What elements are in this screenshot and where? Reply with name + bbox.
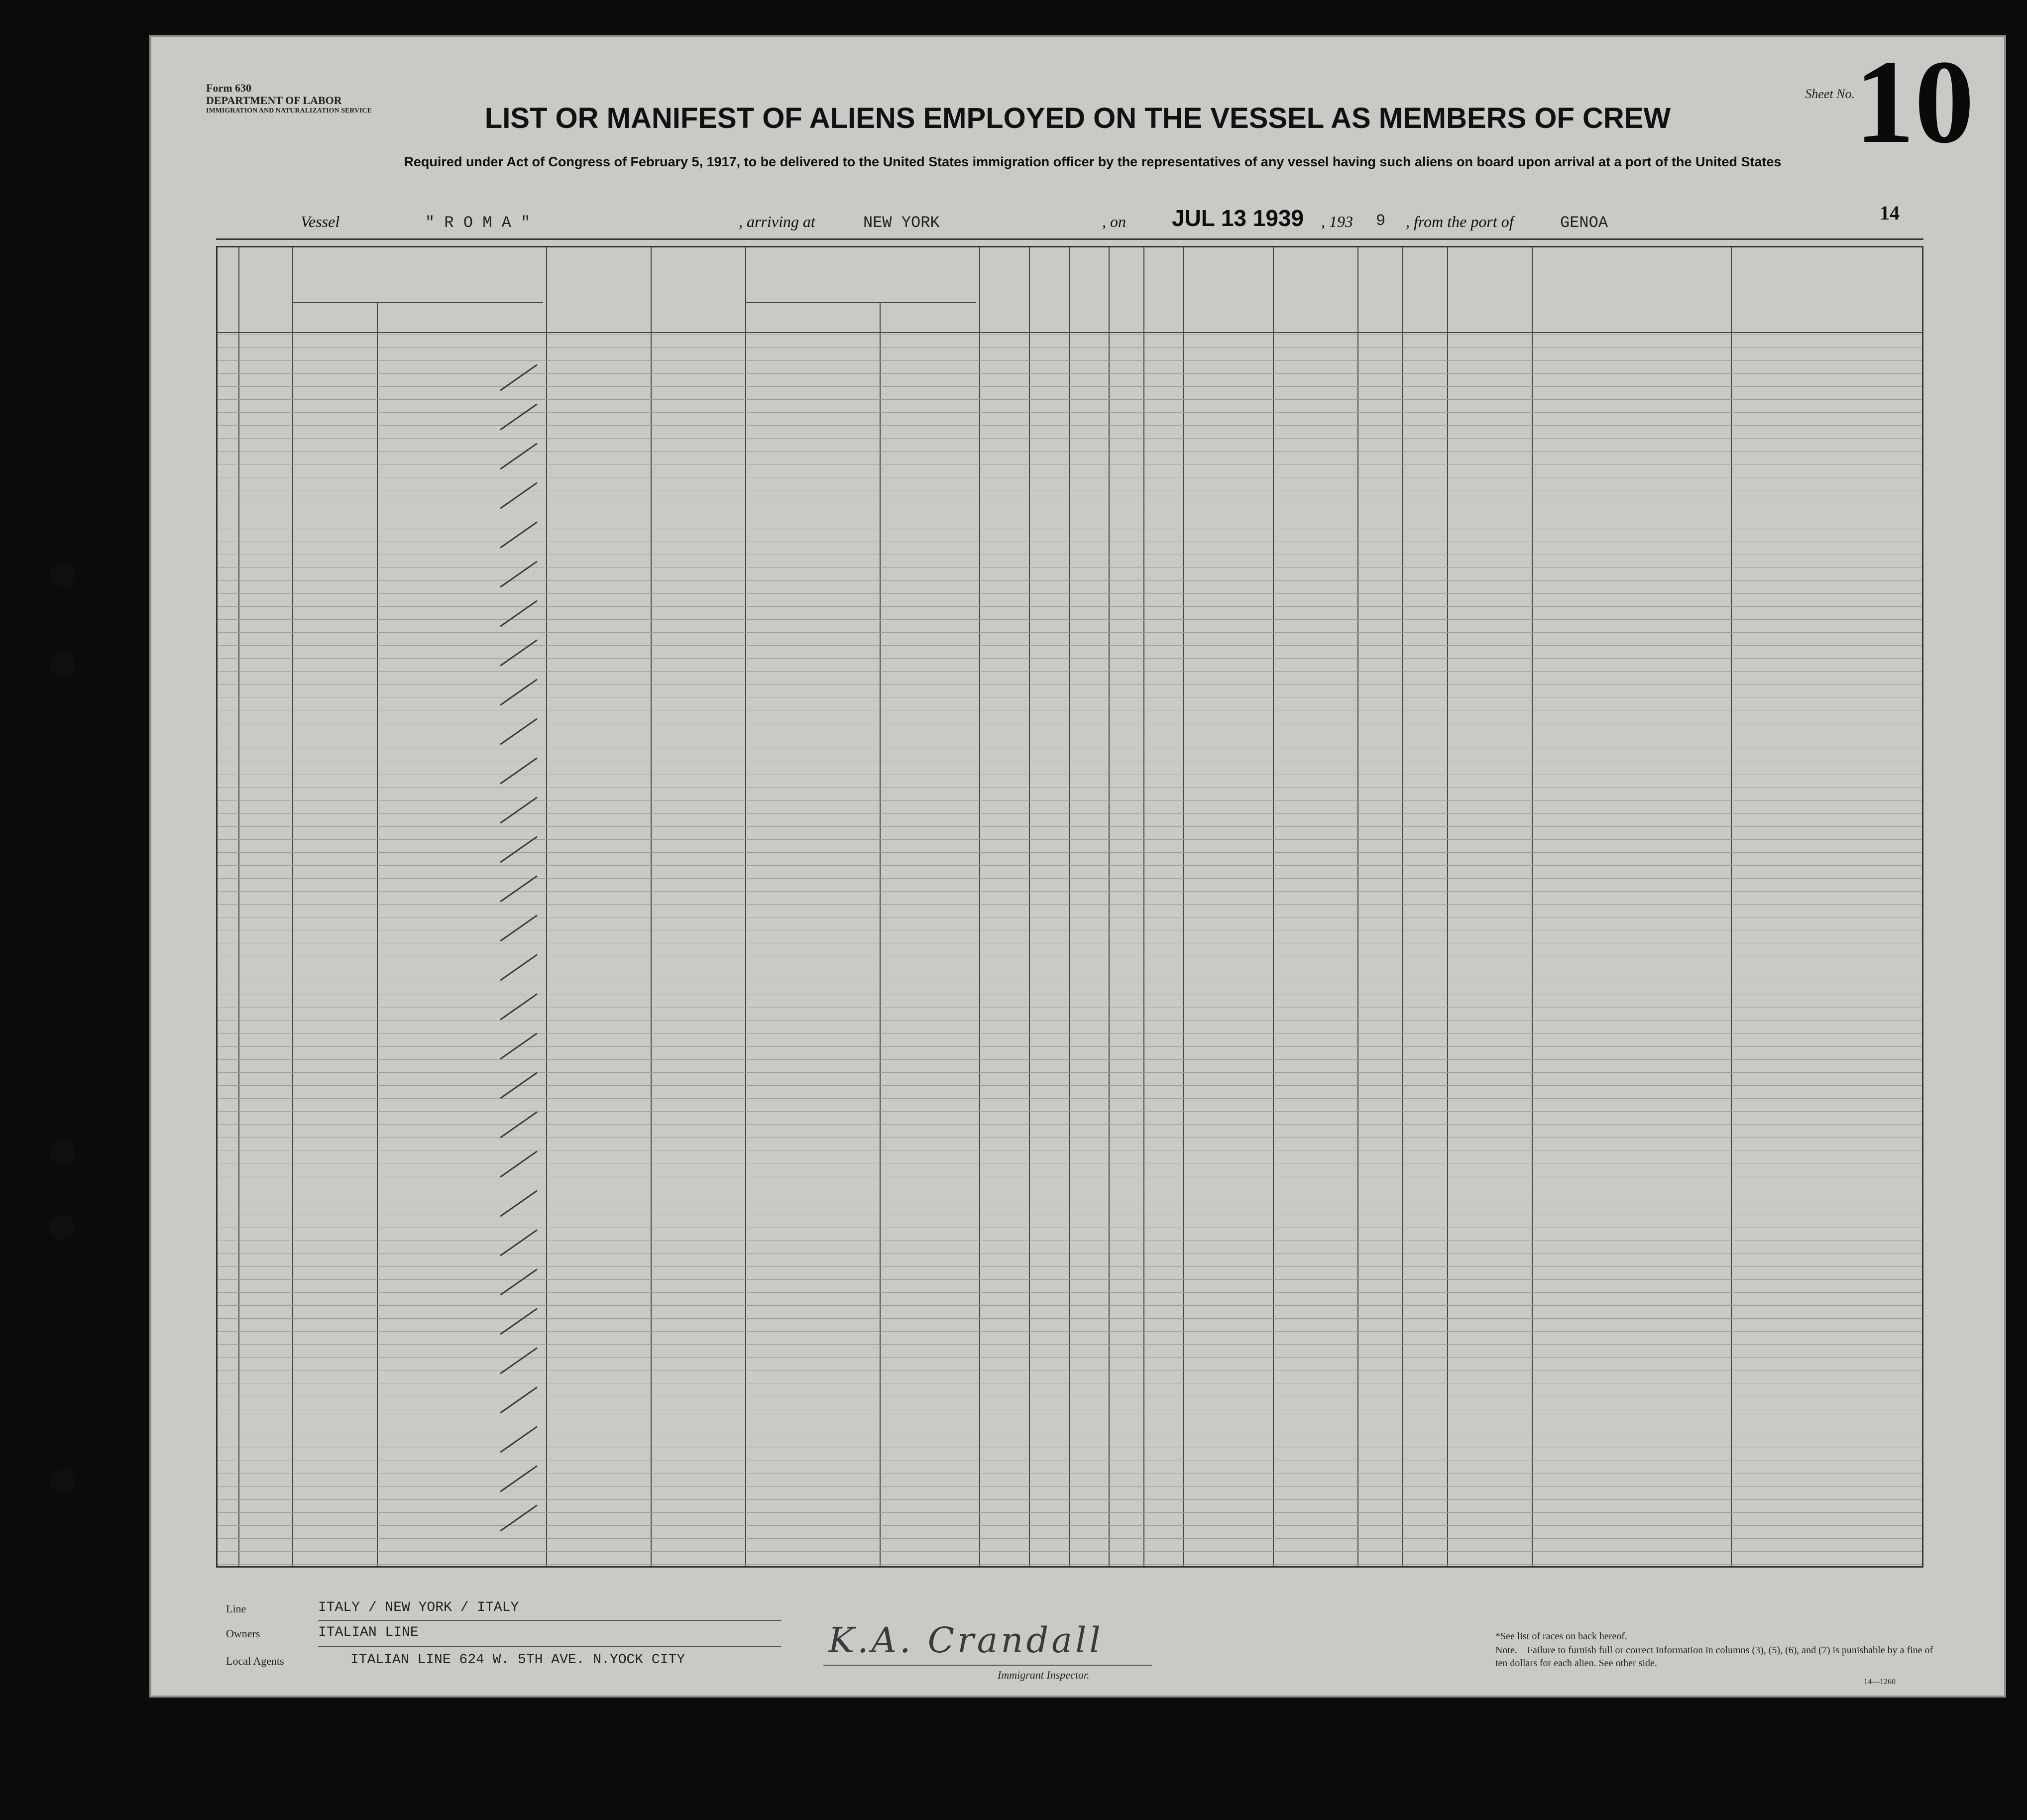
column-rule — [1069, 247, 1070, 1566]
year-label: , 193 — [1321, 213, 1353, 230]
ruling-line — [218, 1253, 1922, 1254]
form-number: Form 630 — [206, 82, 252, 94]
ruling-line — [218, 1292, 1922, 1293]
manifest-sheet — [149, 35, 2006, 1698]
from-port-label: , from the port of — [1406, 213, 1514, 230]
ruling-line — [218, 360, 1922, 361]
arrival-date-stamp: JUL 13 1939 — [1172, 205, 1304, 231]
footer-agents-label: Local Agents — [226, 1655, 284, 1667]
ruling-line — [218, 1059, 1922, 1060]
column-rule — [1357, 247, 1358, 1566]
ruling-line — [218, 1033, 1922, 1034]
ruling-line — [218, 839, 1922, 840]
arrival-port: NEW YORK — [863, 214, 940, 232]
ruling-line — [218, 1564, 1922, 1565]
ruling-line — [218, 658, 1922, 659]
check-mark — [500, 521, 537, 548]
column-rule — [651, 247, 652, 1566]
ruling-line — [218, 606, 1922, 607]
ruling-line — [218, 1111, 1922, 1112]
ruling-line — [218, 671, 1922, 672]
crew-table — [216, 246, 1923, 1568]
check-mark — [500, 1504, 537, 1531]
punch-hole — [50, 652, 75, 677]
ruling-line — [218, 619, 1922, 620]
ruling-line — [218, 425, 1922, 426]
ruling-line — [218, 451, 1922, 452]
header-subrule — [745, 302, 976, 303]
fine-note: Note.—Failure to furnish full or correct information in columns (3), (5), (6), and (7) is punishable by a fine of ten dollars for each alien. See other side. — [1495, 1645, 1933, 1669]
ruling-line — [218, 1357, 1922, 1358]
column-rule — [979, 247, 980, 1566]
check-mark — [500, 914, 537, 941]
check-mark — [500, 993, 537, 1020]
department-name: DEPARTMENT OF LABOR — [206, 94, 342, 107]
column-rule — [1731, 247, 1732, 1566]
arriving-label: , arriving at — [739, 213, 815, 230]
page-stamp-number: 14 — [1880, 202, 1900, 224]
ruling-line — [218, 347, 1922, 348]
ruling-line — [218, 1085, 1922, 1086]
punch-hole — [50, 1215, 75, 1240]
check-mark — [500, 364, 537, 391]
ruling-line — [218, 1499, 1922, 1500]
ruling-line — [218, 800, 1922, 801]
ruling-line — [218, 852, 1922, 853]
check-mark — [500, 561, 537, 587]
ruling-line — [218, 813, 1922, 814]
ruling-line — [218, 1551, 1922, 1552]
check-mark — [500, 1386, 537, 1413]
ruling-line — [218, 1072, 1922, 1073]
ruling-line — [218, 1046, 1922, 1047]
ruling-line — [218, 412, 1922, 413]
check-mark — [500, 1268, 537, 1295]
check-mark — [500, 875, 537, 902]
ruling-line — [218, 1344, 1922, 1345]
check-mark — [500, 954, 537, 981]
check-mark — [500, 1150, 537, 1177]
inspector-label: Immigrant Inspector. — [998, 1669, 1090, 1681]
check-mark — [500, 403, 537, 430]
ruling-line — [218, 580, 1922, 581]
check-mark — [500, 679, 537, 705]
column-rule — [1183, 247, 1184, 1566]
punch-hole — [50, 563, 75, 587]
punch-hole — [50, 1140, 75, 1165]
ruling-line — [218, 1266, 1922, 1267]
check-mark — [500, 1465, 537, 1492]
voyage-line — [216, 205, 1923, 240]
ruling-line — [218, 1098, 1922, 1099]
column-rule — [238, 247, 239, 1566]
column-rule — [1029, 247, 1030, 1566]
check-mark — [500, 836, 537, 863]
form-code: 14—1260 — [1864, 1678, 1896, 1686]
footer-owners-value: ITALIAN LINE — [318, 1625, 419, 1640]
punch-hole — [50, 1469, 75, 1493]
page-title: LIST OR MANIFEST OF ALIENS EMPLOYED ON THE VESSEL AS MEMBERS OF CREW — [484, 102, 1671, 134]
column-rule — [1447, 247, 1448, 1566]
vessel-name: " R O M A " — [425, 214, 531, 232]
column-rule — [1109, 247, 1110, 1566]
service-name: IMMIGRATION AND NATURALIZATION SERVICE — [206, 107, 372, 114]
check-mark — [500, 639, 537, 666]
ruling-line — [218, 865, 1922, 866]
check-mark — [500, 600, 537, 627]
on-label: , on — [1102, 213, 1126, 230]
ruling-line — [218, 904, 1922, 905]
ruling-line — [218, 438, 1922, 439]
ruling-line — [218, 386, 1922, 387]
ruling-line — [218, 1538, 1922, 1539]
ruling-line — [218, 891, 1922, 892]
races-note: *See list of races on back hereof. — [1495, 1631, 1627, 1642]
footer-line-value: ITALY / NEW YORK / ITALY — [318, 1600, 519, 1615]
column-rule — [1143, 247, 1144, 1566]
page-subtitle: Required under Act of Congress of February 5, 1917, to be delivered to the United States immigration officer by the representatives of any vessel having such aliens on board upon arrival at a port of the United States — [404, 154, 1782, 169]
column-rule — [1532, 247, 1533, 1566]
ruling-line — [218, 1305, 1922, 1306]
ruling-line — [218, 373, 1922, 374]
ruling-line — [218, 826, 1922, 827]
year-digit: 9 — [1376, 212, 1386, 230]
check-mark — [500, 1426, 537, 1453]
ruling-line — [218, 1124, 1922, 1125]
vessel-label: Vessel — [301, 213, 340, 230]
ruling-line — [218, 632, 1922, 633]
column-rule — [1402, 247, 1403, 1566]
ruling-line — [218, 878, 1922, 879]
sheet-number-stamp: 10 — [1855, 35, 1974, 168]
footer-owners-rule — [318, 1646, 781, 1647]
inspector-signature: K.A. Crandall — [828, 1620, 1104, 1661]
header-subrule — [292, 302, 543, 303]
check-mark — [500, 1111, 537, 1138]
column-rule — [880, 302, 881, 1566]
footer-line-label: Line — [226, 1602, 246, 1615]
check-mark — [500, 443, 537, 469]
ruling-line — [218, 1279, 1922, 1280]
check-mark — [500, 718, 537, 745]
column-rule — [1273, 247, 1274, 1566]
column-rule — [745, 247, 746, 1566]
ruling-line — [218, 593, 1922, 594]
footer-line-rule — [318, 1620, 781, 1621]
column-rule — [377, 302, 378, 1566]
check-mark — [500, 1190, 537, 1217]
sheet-number-label: Sheet No. — [1805, 87, 1855, 101]
ruling-line — [218, 645, 1922, 646]
check-mark — [500, 1229, 537, 1256]
check-mark — [500, 482, 537, 509]
header-rule — [218, 332, 1922, 333]
departure-port: GENOA — [1560, 214, 1608, 232]
signature-rule — [823, 1665, 1152, 1666]
ruling-line — [218, 1486, 1922, 1487]
ruling-line — [218, 1137, 1922, 1138]
ruling-line — [218, 1512, 1922, 1513]
ruling-line — [218, 399, 1922, 400]
column-rule — [546, 247, 547, 1566]
ruling-line — [218, 1525, 1922, 1526]
column-rule — [292, 247, 293, 1566]
footer-owners-label: Owners — [226, 1627, 260, 1640]
ruling-line — [218, 1318, 1922, 1319]
ruling-line — [218, 1331, 1922, 1332]
footer-agents-value: ITALIAN LINE 624 W. 5TH AVE. N.YOCK CITY — [350, 1652, 685, 1668]
